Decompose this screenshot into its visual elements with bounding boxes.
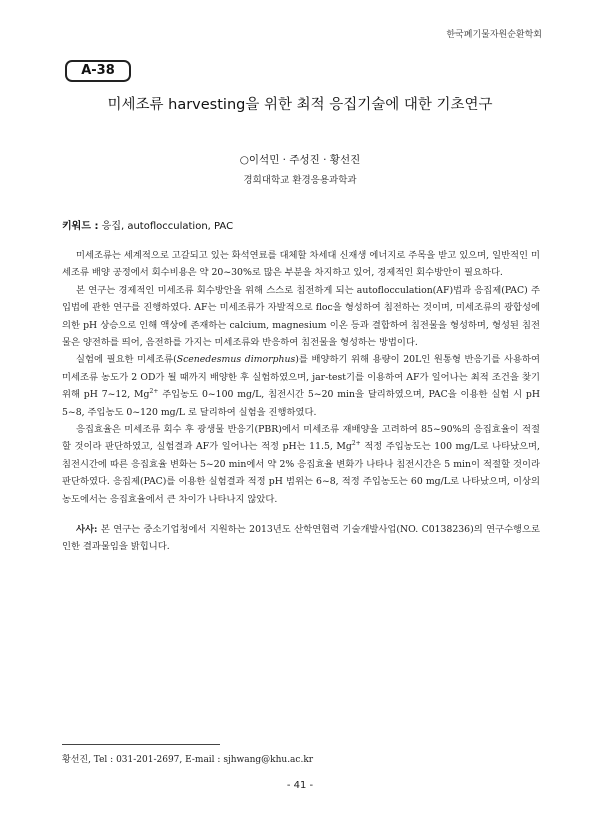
ack-paragraph (62, 521, 540, 556)
corresponding-author-footnote: 황선진, Tel : 031-201-2697, E-mail : sjhwang@khu.ac.kr (62, 755, 314, 765)
paragraph-text: 적정 주입농도는 100 mg/L로 나타났으며, 침전시간에 따른 응집효율 변화는 5~20 min에서 약 2% 응집효율 변화가 나타나 침전시간은 5 min이 적절할 것이라 판단하였다. 응집제(PAC)를 이용한 실험결과 적정 pH 범위는 6~8, 적정 주입농도는 60 mg/L로 나타났으며, 이상의 농도에서는 응집효율에서 큰 차이가 나타나지 않았다. (62, 441, 540, 505)
acknowledgement (62, 521, 540, 556)
keywords-text: 응집, autoflocculation, PAC (101, 221, 234, 232)
keywords-label: 키워드 : (62, 221, 99, 232)
superscript: 2+ (149, 388, 159, 396)
footnote-divider (62, 744, 220, 745)
ack-text: 본 연구는 중소기업청에서 지원하는 2013년도 산학연협력 기술개발사업(NO. C0138236)의 연구수행으로 인한 결과물임을 밝힙니다. (62, 524, 540, 553)
abstract-body (62, 247, 540, 508)
journal-header: 한국폐기물자원순환학회 (446, 30, 542, 40)
paragraph-text: )를 배양하기 위해 용량이 20L인 원통형 반응기를 사용하여 미세조류 농도가 2 OD가 될 때까지 배양한 후 실험하였으며, jar-test기를 이용하여 AF가 일어나는 최적 조건을 찾기 위해 pH 7~12, Mg (62, 354, 540, 401)
species-name: Scenedesmus dimorphus (176, 354, 296, 366)
affiliation: 경희대학교 환경응용과학과 (243, 175, 357, 186)
paper-title: 미세조류 harvesting을 위한 최적 응집기술에 대한 기초연구 (107, 97, 493, 113)
body-paragraph-2: 본 연구는 경제적인 미세조류 회수방안을 위해 스스로 침전하게 되는 autoflocculation(AF)법과 응집제(PAC) 주입법에 관한 연구를 진행하였다. AF는 미세조류가 자발적으로 floc을 형성하여 침전하는 것이며, 미세조류의 광합성에 의한 pH 상승으로 인해 액상에 존재하는 calcium, magnesium 이온 등과 결합하여 침전물을 형성하며, 형성된 침전물은 양전하를 띄어, 음전하를 가지는 미세조류와 반응하여 침전물을 형성하는 방법이다. (62, 284, 540, 349)
paragraph-text: 응집효율은 미세조류 회수 후 광생물 반응기(PBR)에서 미세조류 재배양을 고려하여 85~90%의 응집효율이 적절할 것이라 판단하였고, 실험결과 AF가 일어나는 적정 pH는 11.5, Mg (62, 424, 540, 453)
keywords-line (62, 217, 233, 232)
paragraph-text: 실험에 필요한 미세조류( (76, 354, 177, 366)
superscript: 2+ (351, 440, 361, 448)
body-paragraph-3 (62, 351, 540, 421)
author-list: ○이석민 · 주성진 · 황선진 (239, 154, 361, 166)
body-paragraph-4 (62, 421, 540, 508)
body-paragraph-1: 미세조류는 세계적으로 고갈되고 있는 화석연료를 대체할 차세대 신재생 에너지로 주목을 받고 있으며, 일반적인 미세조류 배양 공정에서 회수비용은 약 20~30%로 많은 부분을 차지하고 있어, 경제적인 회수방안이 필요하다. (62, 250, 540, 279)
page-number: - 41 - (286, 780, 314, 791)
ack-label: 사사: (76, 524, 98, 535)
paragraph-text: 주입농도 0~100 mg/L, 침전시간 5~20 min을 달리하였으며, PAC을 이용한 실험 시 pH 5~8, 주입농도 0~120 mg/L 로 달리하여 실험을 진행하였다. (62, 389, 540, 418)
paper-code-badge: A-38 (65, 60, 131, 82)
